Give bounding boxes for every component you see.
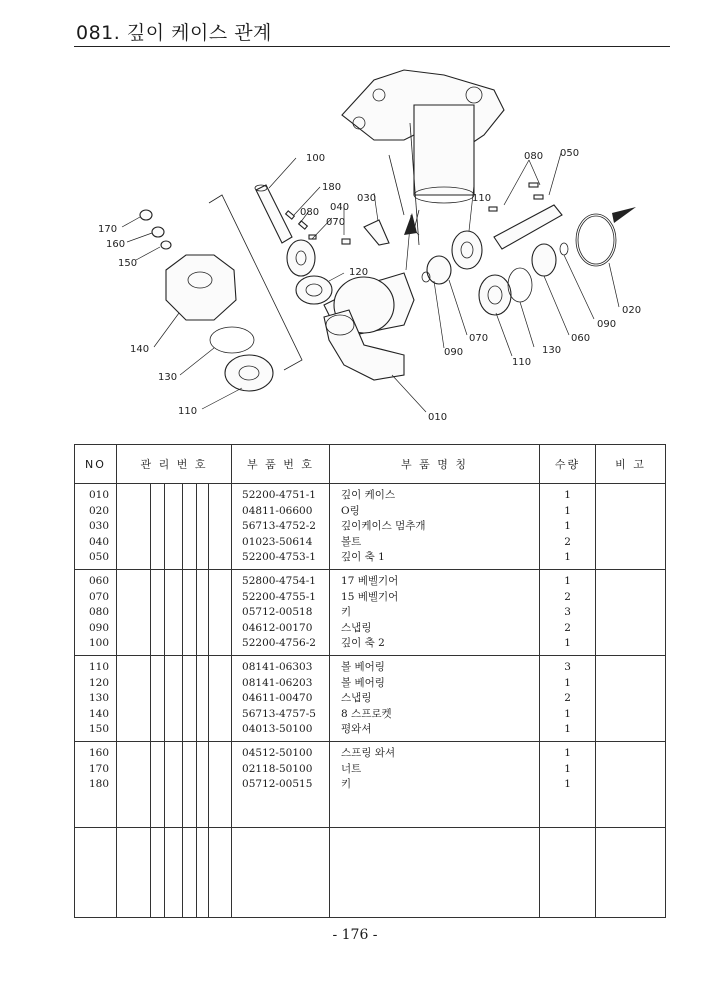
row-qty: 3 — [564, 661, 571, 673]
page-title: 081. 깊이 케이스 관계 — [76, 22, 272, 44]
row-qty: 3 — [564, 606, 571, 619]
callout-label: 140 — [130, 344, 150, 355]
callout-label: 090 — [444, 347, 464, 358]
cell-m2 — [151, 656, 165, 742]
callout-label: 110 — [472, 193, 492, 204]
row-name: 평와셔 — [341, 723, 372, 736]
row-name: 깊이 케이스 — [341, 489, 396, 501]
row-part-no: 05712-00515 — [242, 778, 313, 791]
cell-remark — [596, 570, 666, 656]
callout-label: 150 — [118, 258, 138, 269]
cell-qty — [540, 828, 596, 918]
cell-m5 — [197, 570, 209, 656]
row-no: 010 — [89, 489, 110, 501]
callout-label: 080 — [300, 207, 320, 218]
cell-m1 — [117, 742, 151, 828]
table-row-group — [75, 570, 666, 656]
row-qty: 2 — [564, 692, 571, 705]
table-row-group — [75, 484, 666, 570]
row-name: 8 스프로켓 — [341, 707, 392, 720]
row-name: 깊이 축 1 — [341, 551, 385, 564]
row-no: 120 — [89, 676, 110, 689]
depth-case-lower — [296, 273, 414, 380]
row-no: 110 — [89, 661, 110, 673]
callout-label: 160 — [106, 239, 126, 250]
cell-m6 — [209, 484, 232, 570]
row-qty: 1 — [564, 747, 571, 759]
row-name: 17 베벨기어 — [341, 575, 399, 587]
row-name: 너트 — [341, 762, 362, 775]
depth-case-housing — [342, 70, 504, 245]
cell-remark — [596, 742, 666, 828]
row-part-no: 04512-50100 — [242, 747, 313, 759]
cell-qty — [540, 656, 596, 742]
row-name: 볼 베어링 — [341, 676, 385, 689]
cell-part-no — [232, 656, 330, 742]
cell-part-no — [232, 828, 330, 918]
row-part-no: 52200-4751-1 — [242, 489, 316, 501]
row-qty: 1 — [564, 520, 571, 533]
o-ring — [576, 214, 616, 266]
row-part-no: 52200-4756-2 — [242, 637, 316, 650]
row-part-no: 04013-50100 — [242, 723, 313, 736]
row-name: 15 베벨기어 — [341, 590, 399, 603]
cell-m2 — [151, 484, 165, 570]
cell-m4 — [183, 828, 197, 918]
callout-label: 170 — [98, 224, 118, 235]
row-no: 170 — [89, 762, 110, 775]
row-name: 깊이 축 2 — [341, 637, 385, 650]
callout-label: 030 — [357, 193, 377, 204]
row-part-no: 02118-50100 — [242, 762, 313, 775]
callout-label: 080 — [524, 151, 544, 162]
row-part-no: 52200-4753-1 — [242, 551, 316, 564]
row-qty: 2 — [564, 535, 571, 548]
row-part-no: 04611-00470 — [242, 692, 313, 705]
row-name: 스냅링 — [341, 621, 372, 634]
cell-remark — [596, 484, 666, 570]
row-qty: 1 — [564, 489, 571, 501]
row-no: 180 — [89, 778, 110, 791]
cell-qty — [540, 484, 596, 570]
row-qty: 1 — [564, 723, 571, 736]
row-qty: 1 — [564, 707, 571, 720]
row-qty: 1 — [564, 637, 571, 650]
table-header-row — [75, 445, 666, 484]
callout-label: 010 — [428, 412, 448, 423]
page-number: - 176 - — [332, 927, 378, 943]
exploded-parts-diagram — [74, 55, 670, 435]
cell-m6 — [209, 570, 232, 656]
cell-name — [330, 484, 540, 570]
cell-no — [75, 484, 117, 570]
cell-m4 — [183, 656, 197, 742]
cell-m6 — [209, 828, 232, 918]
cell-no — [75, 828, 117, 918]
row-no: 090 — [89, 621, 110, 634]
row-no: 150 — [89, 723, 110, 736]
callout-label: 070 — [326, 217, 346, 228]
cell-m2 — [151, 570, 165, 656]
cell-m3 — [165, 828, 183, 918]
row-no: 100 — [89, 637, 110, 650]
row-qty: 1 — [564, 676, 571, 689]
cell-m5 — [197, 828, 209, 918]
cell-m4 — [183, 742, 197, 828]
cell-no — [75, 656, 117, 742]
row-part-no: 52200-4755-1 — [242, 590, 316, 603]
cell-m5 — [197, 656, 209, 742]
cell-no — [75, 570, 117, 656]
row-no: 060 — [89, 575, 110, 587]
row-no: 070 — [89, 590, 110, 603]
cell-part-no — [232, 742, 330, 828]
sprocket-8 — [166, 255, 236, 320]
cell-m5 — [197, 742, 209, 828]
row-qty: 1 — [564, 778, 571, 791]
parts-list-table — [74, 444, 666, 918]
header-part-no: 부 품 번 호 — [232, 445, 330, 484]
cell-m3 — [165, 656, 183, 742]
row-part-no: 56713-4757-5 — [242, 707, 316, 720]
callout-label: 070 — [469, 333, 489, 344]
row-no: 020 — [89, 504, 110, 517]
row-qty: 1 — [564, 575, 571, 587]
table-row-group — [75, 828, 666, 918]
cell-m4 — [183, 484, 197, 570]
bevel-gear-15-left — [287, 240, 315, 276]
bevel-gear-15-center — [422, 256, 451, 284]
callout-label: 130 — [158, 372, 178, 383]
row-qty: 1 — [564, 551, 571, 564]
cell-m1 — [117, 484, 151, 570]
cell-qty — [540, 742, 596, 828]
row-name: 깊이케이스 멈추개 — [341, 520, 426, 533]
cell-remark — [596, 828, 666, 918]
cell-name — [330, 742, 540, 828]
cell-m4 — [183, 570, 197, 656]
callout-label: 110 — [512, 357, 532, 368]
row-qty: 1 — [564, 504, 571, 517]
row-qty: 2 — [564, 621, 571, 634]
callout-label: 180 — [322, 182, 342, 193]
cell-m2 — [151, 742, 165, 828]
row-name: 볼트 — [341, 535, 362, 548]
bearings-right — [479, 268, 532, 315]
table-row-group — [75, 742, 666, 828]
callout-label: 110 — [178, 406, 198, 417]
row-name: 스냅링 — [341, 692, 372, 705]
row-part-no: 52800-4754-1 — [242, 575, 316, 587]
cell-m1 — [117, 656, 151, 742]
header-no: NO — [75, 445, 117, 484]
cell-m5 — [197, 484, 209, 570]
callout-label: 120 — [349, 267, 369, 278]
table-row-group — [75, 656, 666, 742]
row-no: 140 — [89, 707, 110, 720]
callout-label: 130 — [542, 345, 562, 356]
bevel-gear-17 — [532, 243, 568, 276]
row-no: 030 — [89, 520, 110, 533]
title-divider — [74, 46, 670, 47]
header-part-name: 부 품 명 칭 — [330, 445, 540, 484]
row-qty: 1 — [564, 762, 571, 775]
row-part-no: 04811-06600 — [242, 504, 313, 517]
row-name: 키 — [341, 778, 352, 791]
callout-label: 090 — [597, 319, 617, 330]
cell-m6 — [209, 656, 232, 742]
callout-label: 040 — [330, 202, 350, 213]
nut-and-washers — [140, 210, 171, 249]
row-name: 스프링 와셔 — [341, 747, 396, 759]
row-part-no: 04612-00170 — [242, 621, 313, 634]
row-name: O링 — [341, 504, 360, 517]
cell-m3 — [165, 742, 183, 828]
cell-name — [330, 656, 540, 742]
cell-m2 — [151, 828, 165, 918]
header-remark: 비 고 — [596, 445, 666, 484]
row-part-no: 01023-50614 — [242, 535, 313, 548]
cell-name — [330, 570, 540, 656]
callout-label: 050 — [560, 148, 580, 159]
cell-no — [75, 742, 117, 828]
cell-name — [330, 828, 540, 918]
row-part-no: 08141-06303 — [242, 661, 313, 673]
row-qty: 2 — [564, 590, 571, 603]
row-name: 볼 베어링 — [341, 661, 385, 673]
cell-m3 — [165, 570, 183, 656]
row-name: 키 — [341, 606, 352, 619]
cell-part-no — [232, 570, 330, 656]
row-part-no: 08141-06203 — [242, 676, 313, 689]
row-no: 050 — [89, 551, 110, 564]
row-no: 040 — [89, 535, 110, 548]
row-part-no: 05712-00518 — [242, 606, 313, 619]
callout-label: 100 — [306, 153, 326, 164]
cell-m1 — [117, 828, 151, 918]
cell-m1 — [117, 570, 151, 656]
header-quantity: 수량 — [540, 445, 596, 484]
row-no: 080 — [89, 606, 110, 619]
row-no: 130 — [89, 692, 110, 705]
header-management-no: 관 리 번 호 — [117, 445, 232, 484]
cell-remark — [596, 656, 666, 742]
cell-qty — [540, 570, 596, 656]
callout-label: 060 — [571, 333, 591, 344]
row-part-no: 56713-4752-2 — [242, 520, 316, 533]
row-no: 160 — [89, 747, 110, 759]
cell-m3 — [165, 484, 183, 570]
callout-label: 020 — [622, 305, 642, 316]
bearing-lower-left — [210, 327, 273, 391]
cell-part-no — [232, 484, 330, 570]
cell-m6 — [209, 742, 232, 828]
